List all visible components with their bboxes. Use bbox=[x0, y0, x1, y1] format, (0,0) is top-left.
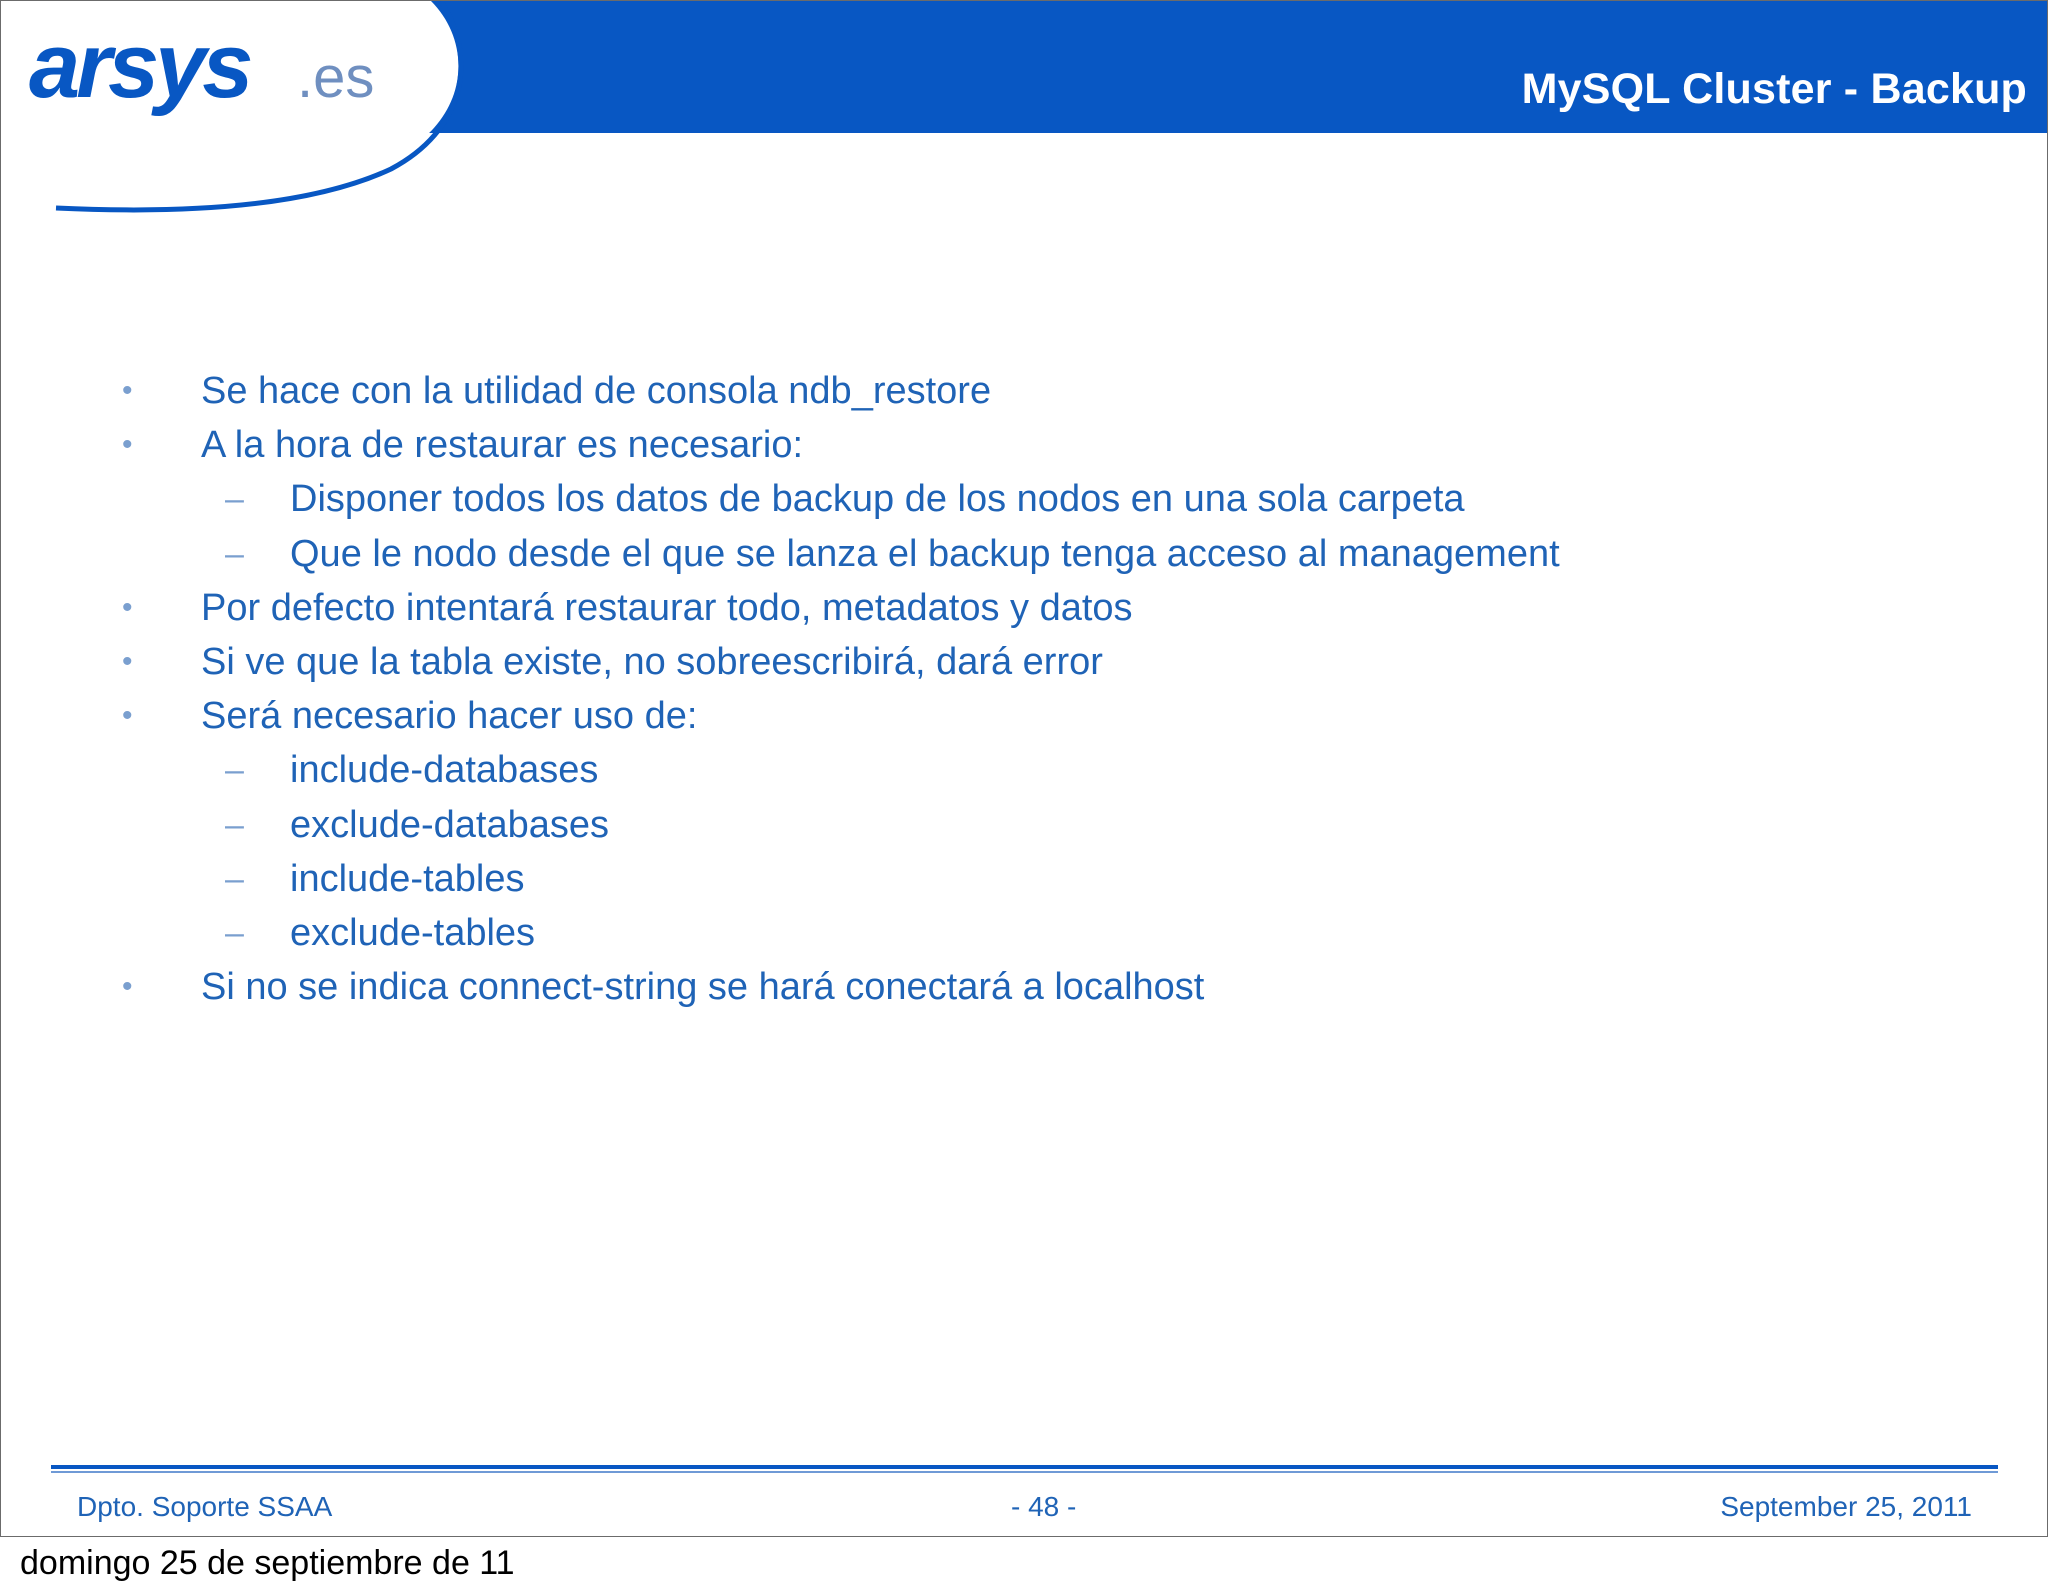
bullet-text: Si no se indica connect-string se hará conectará a localhost bbox=[201, 966, 1205, 1009]
sub-bullet-item bbox=[1, 743, 1901, 797]
bullet-list bbox=[1, 364, 1901, 1014]
bullet-marker: • bbox=[122, 970, 133, 1004]
bullet-item bbox=[1, 364, 1901, 418]
bullet-item bbox=[1, 960, 1901, 1014]
bullet-text: Por defecto intentará restaurar todo, metadatos y datos bbox=[201, 586, 1133, 629]
page-caption: domingo 25 de septiembre de 11 bbox=[20, 1544, 515, 1582]
sub-bullet-item bbox=[1, 906, 1901, 960]
bullet-marker: • bbox=[122, 374, 133, 407]
dash-marker: – bbox=[225, 805, 244, 844]
sub-bullet-item bbox=[1, 472, 1901, 526]
bullet-marker: • bbox=[122, 428, 133, 462]
arsys-logo bbox=[29, 13, 469, 143]
svg-text:.es: .es bbox=[297, 45, 375, 110]
sub-bullet-item bbox=[1, 852, 1901, 906]
bullet-text: exclude-databases bbox=[290, 803, 609, 846]
bullet-marker: • bbox=[122, 699, 133, 733]
bullet-text: Se hace con la utilidad de consola ndb_restore bbox=[201, 370, 992, 412]
bullet-text: Que le nodo desde el que se lanza el backup tenga acceso al management bbox=[290, 532, 1560, 575]
bullet-text: exclude-tables bbox=[290, 911, 536, 954]
footer-department: Dpto. Soporte SSAA bbox=[77, 1491, 333, 1522]
footer-page-number: - 48 - bbox=[1011, 1491, 1077, 1522]
bullet-item bbox=[1, 689, 1901, 743]
bullet-text: include-databases bbox=[290, 749, 599, 792]
dash-marker: – bbox=[225, 913, 244, 952]
svg-text:arsys: arsys bbox=[29, 15, 250, 117]
dash-marker: – bbox=[225, 480, 244, 519]
sub-bullet-item bbox=[1, 798, 1901, 852]
dash-marker: – bbox=[225, 751, 244, 790]
bullet-marker: • bbox=[122, 644, 133, 678]
dash-marker: – bbox=[225, 534, 244, 573]
sub-bullet-item bbox=[1, 527, 1901, 581]
bullet-text: Disponer todos los datos de backup de los nodos en una sola carpeta bbox=[290, 478, 1465, 521]
footer-date: September 25, 2011 bbox=[1720, 1491, 1972, 1522]
bullet-text: Si ve que la tabla existe, no sobreescribirá, dará error bbox=[201, 640, 1103, 683]
footer-divider bbox=[51, 1465, 1998, 1475]
bullet-item bbox=[1, 635, 1901, 689]
bullet-text: include-tables bbox=[290, 857, 525, 900]
bullet-item bbox=[1, 418, 1901, 472]
bullet-item bbox=[1, 581, 1901, 635]
dash-marker: – bbox=[225, 859, 244, 898]
slide-title: MySQL Cluster - Backup bbox=[1521, 65, 2027, 113]
bullet-text: Será necesario hacer uso de: bbox=[201, 695, 698, 738]
bullet-text: A la hora de restaurar es necesario: bbox=[201, 424, 804, 467]
bullet-marker: • bbox=[122, 590, 133, 624]
